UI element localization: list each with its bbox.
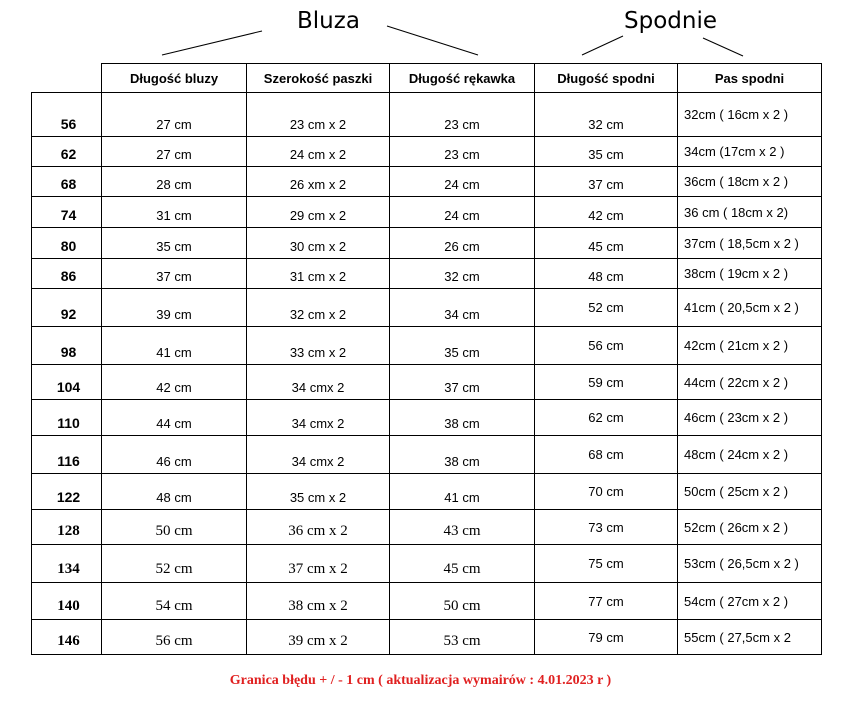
dlugosc-rekawka-cell: 26 cm — [390, 228, 535, 259]
dlugosc-spodni-cell: 35 cm — [535, 137, 678, 167]
szerokosc-paszki-cell: 35 cm x 2 — [247, 474, 390, 510]
dlugosc-bluzy-cell: 31 cm — [102, 197, 247, 228]
dlugosc-bluzy-cell: 50 cm — [102, 510, 247, 545]
table-row — [32, 400, 822, 436]
table-row — [32, 583, 822, 620]
dlugosc-rekawka-cell: 38 cm — [390, 400, 535, 436]
dlugosc-spodni-cell: 75 cm — [535, 545, 678, 583]
dlugosc-bluzy-cell: 56 cm — [102, 620, 247, 655]
header-pas-spodni: Pas spodni — [678, 64, 822, 93]
dlugosc-rekawka-cell: 53 cm — [390, 620, 535, 655]
dlugosc-rekawka-cell: 24 cm — [390, 197, 535, 228]
pas-spodni-cell: 41cm ( 20,5cm x 2 ) — [678, 289, 822, 327]
pas-spodni-cell: 52cm ( 26cm x 2 ) — [678, 510, 822, 545]
szerokosc-paszki-cell: 39 cm x 2 — [247, 620, 390, 655]
size-cell: 56 — [32, 93, 102, 137]
szerokosc-paszki-cell: 36 cm x 2 — [247, 510, 390, 545]
dlugosc-bluzy-cell: 41 cm — [102, 327, 247, 365]
group-title-bluza: Bluza — [297, 8, 360, 34]
dlugosc-bluzy-cell: 35 cm — [102, 228, 247, 259]
table-row — [32, 545, 822, 583]
table-row — [32, 137, 822, 167]
pas-spodni-cell: 50cm ( 25cm x 2 ) — [678, 474, 822, 510]
group-title-spodnie: Spodnie — [624, 8, 717, 34]
size-cell: 98 — [32, 327, 102, 365]
pas-spodni-cell: 34cm (17cm x 2 ) — [678, 137, 822, 167]
pas-spodni-cell: 53cm ( 26,5cm x 2 ) — [678, 545, 822, 583]
dlugosc-bluzy-cell: 27 cm — [102, 137, 247, 167]
dlugosc-spodni-cell: 56 cm — [535, 327, 678, 365]
dlugosc-rekawka-cell: 34 cm — [390, 289, 535, 327]
dlugosc-spodni-cell: 52 cm — [535, 289, 678, 327]
dlugosc-rekawka-cell: 38 cm — [390, 436, 535, 474]
table-row — [32, 167, 822, 197]
connector-line — [387, 26, 478, 55]
dlugosc-rekawka-cell: 32 cm — [390, 259, 535, 289]
table-row — [32, 510, 822, 545]
size-cell: 86 — [32, 259, 102, 289]
connector-line — [162, 31, 262, 55]
size-cell: 146 — [32, 620, 102, 655]
dlugosc-bluzy-cell: 48 cm — [102, 474, 247, 510]
connector-line — [582, 36, 623, 55]
pas-spodni-cell: 36cm ( 18cm x 2 ) — [678, 167, 822, 197]
dlugosc-spodni-cell: 59 cm — [535, 365, 678, 400]
dlugosc-bluzy-cell: 28 cm — [102, 167, 247, 197]
dlugosc-spodni-cell: 62 cm — [535, 400, 678, 436]
pas-spodni-cell: 48cm ( 24cm x 2 ) — [678, 436, 822, 474]
dlugosc-rekawka-cell: 43 cm — [390, 510, 535, 545]
table-row — [32, 289, 822, 327]
dlugosc-rekawka-cell: 37 cm — [390, 365, 535, 400]
dlugosc-spodni-cell: 70 cm — [535, 474, 678, 510]
szerokosc-paszki-cell: 34 cmx 2 — [247, 400, 390, 436]
szerokosc-paszki-cell: 32 cm x 2 — [247, 289, 390, 327]
size-cell: 104 — [32, 365, 102, 400]
size-cell: 110 — [32, 400, 102, 436]
dlugosc-rekawka-cell: 50 cm — [390, 583, 535, 620]
dlugosc-rekawka-cell: 24 cm — [390, 167, 535, 197]
dlugosc-rekawka-cell: 45 cm — [390, 545, 535, 583]
szerokosc-paszki-cell: 30 cm x 2 — [247, 228, 390, 259]
szerokosc-paszki-cell: 38 cm x 2 — [247, 583, 390, 620]
pas-spodni-cell: 46cm ( 23cm x 2 ) — [678, 400, 822, 436]
pas-spodni-cell: 38cm ( 19cm x 2 ) — [678, 259, 822, 289]
szerokosc-paszki-cell: 37 cm x 2 — [247, 545, 390, 583]
dlugosc-rekawka-cell: 23 cm — [390, 93, 535, 137]
size-cell: 92 — [32, 289, 102, 327]
dlugosc-spodni-cell: 42 cm — [535, 197, 678, 228]
dlugosc-bluzy-cell: 37 cm — [102, 259, 247, 289]
size-cell: 140 — [32, 583, 102, 620]
dlugosc-spodni-cell: 37 cm — [535, 167, 678, 197]
connector-line — [703, 38, 743, 56]
table-row — [32, 436, 822, 474]
dlugosc-spodni-cell: 77 cm — [535, 583, 678, 620]
table-row — [32, 620, 822, 655]
header-dlugosc-rekawka: Długość rękawka — [390, 64, 535, 93]
header-connector-lines — [0, 0, 841, 70]
size-cell: 62 — [32, 137, 102, 167]
szerokosc-paszki-cell: 23 cm x 2 — [247, 93, 390, 137]
table-row — [32, 197, 822, 228]
dlugosc-rekawka-cell: 35 cm — [390, 327, 535, 365]
table-row — [32, 93, 822, 137]
dlugosc-spodni-cell: 73 cm — [535, 510, 678, 545]
header-dlugosc-spodni: Długość spodni — [535, 64, 678, 93]
size-cell: 74 — [32, 197, 102, 228]
size-cell: 80 — [32, 228, 102, 259]
table-row — [32, 228, 822, 259]
dlugosc-spodni-cell: 79 cm — [535, 620, 678, 655]
dlugosc-rekawka-cell: 23 cm — [390, 137, 535, 167]
szerokosc-paszki-cell: 34 cmx 2 — [247, 436, 390, 474]
szerokosc-paszki-cell: 31 cm x 2 — [247, 259, 390, 289]
table-header-row — [32, 64, 822, 93]
dlugosc-rekawka-cell: 41 cm — [390, 474, 535, 510]
table-row — [32, 365, 822, 400]
header-szerokosc-paszki: Szerokość paszki — [247, 64, 390, 93]
dlugosc-spodni-cell: 32 cm — [535, 93, 678, 137]
dlugosc-spodni-cell: 68 cm — [535, 436, 678, 474]
pas-spodni-cell: 44cm ( 22cm x 2 ) — [678, 365, 822, 400]
dlugosc-bluzy-cell: 42 cm — [102, 365, 247, 400]
pas-spodni-cell: 36 cm ( 18cm x 2) — [678, 197, 822, 228]
header-blank — [32, 64, 102, 93]
table-row — [32, 327, 822, 365]
pas-spodni-cell: 32cm ( 16cm x 2 ) — [678, 93, 822, 137]
pas-spodni-cell: 42cm ( 21cm x 2 ) — [678, 327, 822, 365]
size-table — [31, 63, 822, 655]
szerokosc-paszki-cell: 26 xm x 2 — [247, 167, 390, 197]
pas-spodni-cell: 54cm ( 27cm x 2 ) — [678, 583, 822, 620]
size-cell: 116 — [32, 436, 102, 474]
szerokosc-paszki-cell: 33 cm x 2 — [247, 327, 390, 365]
dlugosc-bluzy-cell: 27 cm — [102, 93, 247, 137]
pas-spodni-cell: 55cm ( 27,5cm x 2 — [678, 620, 822, 655]
dlugosc-bluzy-cell: 52 cm — [102, 545, 247, 583]
dlugosc-bluzy-cell: 46 cm — [102, 436, 247, 474]
szerokosc-paszki-cell: 34 cmx 2 — [247, 365, 390, 400]
header-dlugosc-bluzy: Długość bluzy — [102, 64, 247, 93]
table-body — [32, 93, 822, 655]
table-row — [32, 259, 822, 289]
dlugosc-spodni-cell: 45 cm — [535, 228, 678, 259]
szerokosc-paszki-cell: 29 cm x 2 — [247, 197, 390, 228]
size-cell: 128 — [32, 510, 102, 545]
dlugosc-bluzy-cell: 39 cm — [102, 289, 247, 327]
szerokosc-paszki-cell: 24 cm x 2 — [247, 137, 390, 167]
error-margin-note: Granica błędu + / - 1 cm ( aktualizacja wymairów : 4.01.2023 r ) — [229, 673, 612, 688]
dlugosc-bluzy-cell: 54 cm — [102, 583, 247, 620]
table-row — [32, 474, 822, 510]
dlugosc-bluzy-cell: 44 cm — [102, 400, 247, 436]
dlugosc-spodni-cell: 48 cm — [535, 259, 678, 289]
size-cell: 134 — [32, 545, 102, 583]
size-cell: 122 — [32, 474, 102, 510]
pas-spodni-cell: 37cm ( 18,5cm x 2 ) — [678, 228, 822, 259]
size-cell: 68 — [32, 167, 102, 197]
